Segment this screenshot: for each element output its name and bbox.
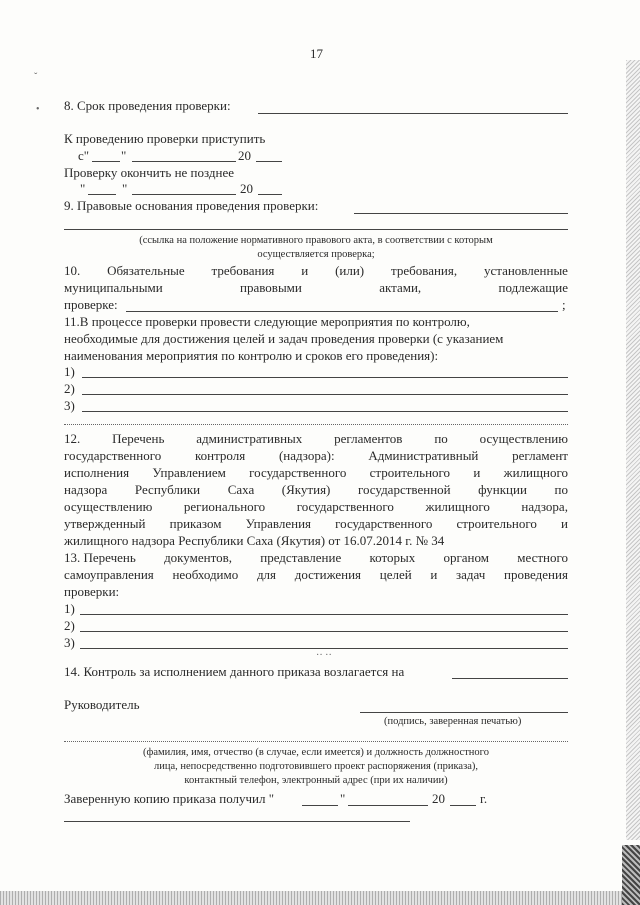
copy-signature-blank <box>64 821 410 822</box>
item9-label: 9. Правовые основания проведения проверки: <box>64 198 319 213</box>
item13-item1-blank <box>80 614 568 615</box>
item13-item3-blank <box>80 648 568 649</box>
start-year: 20 <box>238 148 251 163</box>
scan-speck: • <box>36 104 40 115</box>
end-quote-close: " <box>122 181 128 196</box>
person-note-line1: (фамилия, имя, отчество (в случае, если имеется) и должность должностного <box>143 747 489 758</box>
start-prefix: с" <box>78 148 90 163</box>
item11-item2: 2) <box>64 381 75 396</box>
scan-speck: ·· ·· <box>316 650 332 661</box>
start-year-blank <box>256 161 282 162</box>
page-number: 17 <box>310 46 323 61</box>
scan-corner-artifact <box>622 845 640 905</box>
item11-item3: 3) <box>64 398 75 413</box>
item13-item2-blank <box>80 631 568 632</box>
item13-item1: 1) <box>64 601 75 616</box>
item13-line3: проверки: <box>64 584 120 599</box>
end-year: 20 <box>240 181 253 196</box>
item8-blank <box>258 113 568 114</box>
start-quote: " <box>121 148 127 163</box>
item10-end-mark: ; <box>562 297 566 312</box>
item11-extra-line <box>64 424 568 425</box>
item12-line4: надзора Республики Саха (Якутия) государственной функции по <box>64 482 568 497</box>
item11-item1: 1) <box>64 364 75 379</box>
item12-line3: исполнения Управлением государственного строительного и жилищного <box>64 465 568 480</box>
copy-quote: " <box>340 791 346 806</box>
start-day-blank <box>92 161 120 162</box>
item9-blank-line2 <box>64 229 568 230</box>
scan-bottom-artifact <box>0 891 640 905</box>
item10-line2: муниципальными правовыми актами, подлежащие <box>64 280 568 295</box>
item12-line7: жилищного надзора Республики Саха (Якутия) от 16.07.2014 г. № 34 <box>64 533 445 548</box>
item12-line2: государственного контроля (надзора): Административный регламент <box>64 448 568 463</box>
end-month-blank <box>132 194 236 195</box>
item11-item3-blank <box>82 411 568 412</box>
item10-line1: 10. Обязательные требования и (или) требования, установленные <box>64 263 568 278</box>
head-label: Руководитель <box>64 697 140 712</box>
copy-day-blank <box>302 805 338 806</box>
copy-suffix: г. <box>480 791 488 806</box>
end-year-blank <box>258 194 282 195</box>
item12-line1: 12. Перечень административных регламентов по осуществлению <box>64 431 568 446</box>
item10-line3: проверке: <box>64 297 118 312</box>
item10-blank <box>126 311 558 312</box>
scan-edge-artifact <box>626 60 640 840</box>
item11-line1: 11.В процессе проверки провести следующие мероприятия по контролю, <box>64 314 470 329</box>
item9-note-line2: осуществляется проверка; <box>257 249 375 260</box>
copy-label: Заверенную копию приказа получил " <box>64 791 275 806</box>
end-label: Проверку окончить не позднее <box>64 165 235 180</box>
person-note-line3: контактный телефон, электронный адрес (при их наличии) <box>184 775 448 786</box>
copy-year: 20 <box>432 791 445 806</box>
copy-month-blank <box>348 805 428 806</box>
item12-line6: утвержденный приказом Управления государственного строительного и <box>64 516 568 531</box>
end-quote-open: " <box>80 181 86 196</box>
item13-item3: 3) <box>64 635 75 650</box>
start-label: К проведению проверки приступить <box>64 131 266 146</box>
item11-item1-blank <box>82 377 568 378</box>
end-day-blank <box>88 194 116 195</box>
item8-label: 8. Срок проведения проверки: <box>64 98 231 113</box>
item11-line2: необходимые для достижения целей и задач проведения проверки (с указанием <box>64 331 504 346</box>
person-note-line2: лица, непосредственно подготовившего проект распоряжения (приказа), <box>153 761 479 772</box>
item14-label: 14. Контроль за исполнением данного приказа возлагается на <box>64 664 405 679</box>
item11-item2-blank <box>82 394 568 395</box>
item13-line2: самоуправления необходимо для достижения целей и задач проведения <box>64 567 568 582</box>
item13-line1: 13. Перечень документов, представление которых органом местного <box>64 550 568 565</box>
item9-blank <box>354 213 568 214</box>
item14-blank <box>452 678 568 679</box>
item12-line5: осуществлению регионального государственного жилищного надзора, <box>64 499 568 514</box>
item11-line3: наименования мероприятия по контролю и сроков его проведения): <box>64 348 439 363</box>
person-blank <box>64 741 568 742</box>
scan-speck: ˇ <box>34 72 38 83</box>
item13-item2: 2) <box>64 618 75 633</box>
item9-note-line1: (ссылка на положение нормативного правового акта, в соответствии с которым <box>139 235 493 246</box>
head-sign-note: (подпись, заверенная печатью) <box>384 716 522 727</box>
start-month-blank <box>132 161 236 162</box>
head-sign-blank <box>360 712 568 713</box>
copy-year-blank <box>450 805 476 806</box>
